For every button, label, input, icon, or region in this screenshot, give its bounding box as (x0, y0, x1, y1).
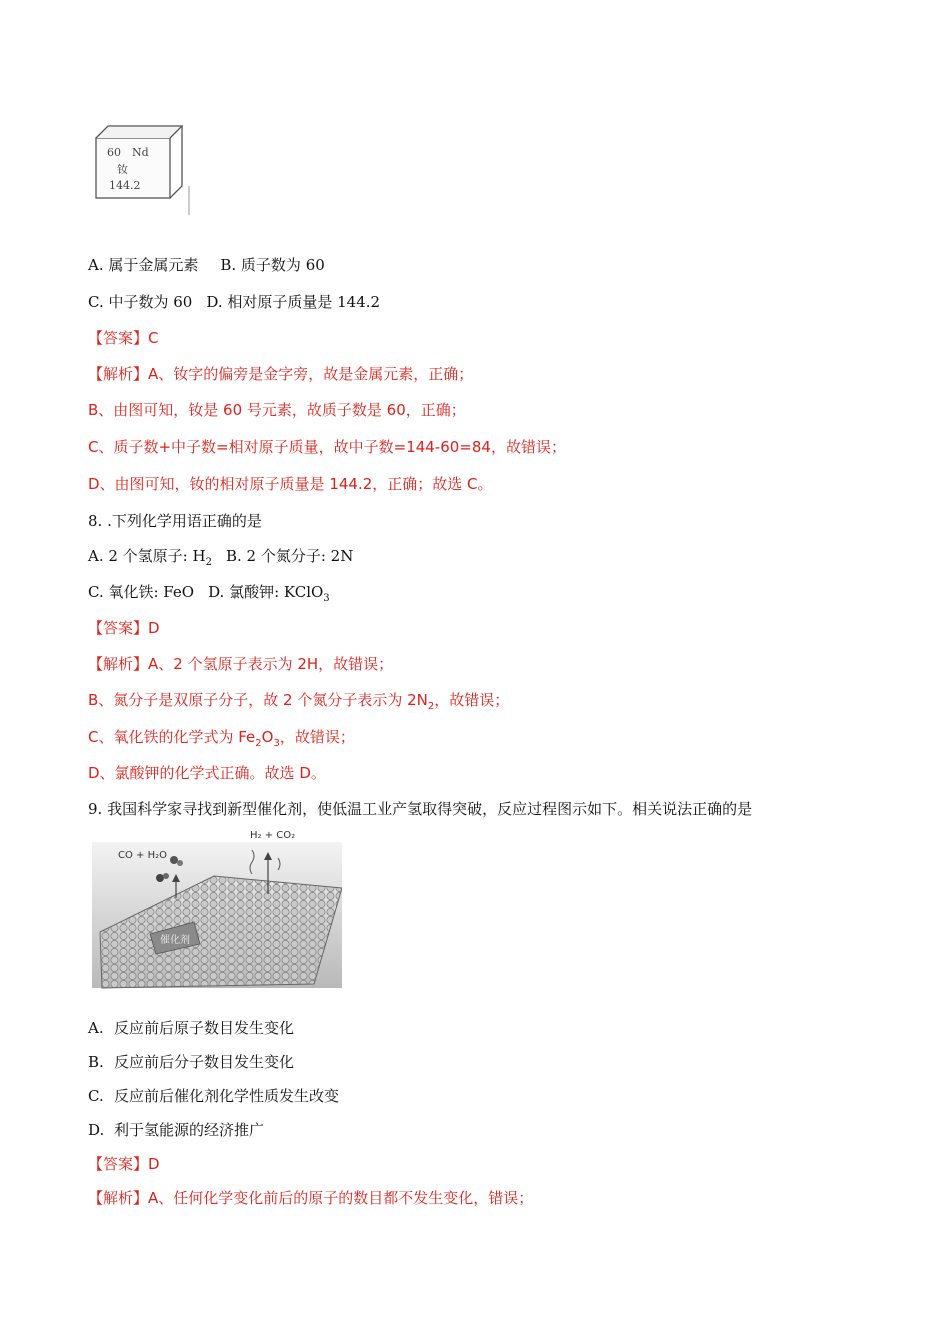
q9-analysis-a (88, 1188, 533, 1208)
q8-analysis-c-oxygen: O (261, 728, 274, 746)
q9-option-d-letter: D. (88, 1121, 105, 1139)
q8-option-d-subscript: 3 (323, 593, 330, 604)
q7-analysis-line-d: D、由图可知，钕的相对原子质量是 144.2，正确；故选 C。 (88, 475, 493, 493)
q8-analysis-c-tail: ，故错误； (279, 728, 355, 746)
catalyst-label: 催化剂 (160, 935, 190, 946)
q7-option-b: B. 质子数为 60 (220, 256, 325, 274)
q7-analysis-a (88, 364, 473, 384)
tile-symbol: Nd (132, 146, 149, 159)
q7-analysis-line-a: A、钕字的偏旁是金字旁，故是金属元素，正确； (148, 365, 474, 383)
q8-option-b: B. 2 个氮分子: 2N (225, 547, 354, 565)
q8-answer (88, 618, 160, 638)
q9-option-b-text: 反应前后分子数目发生变化 (114, 1053, 295, 1071)
q7-options-row-1 (88, 255, 325, 275)
q9-answer-tag: 【答案】 (88, 1155, 149, 1173)
q7-option-a: A. 属于金属元素 (88, 256, 199, 274)
q7-answer-tag: 【答案】 (88, 329, 149, 347)
q9-option-c (88, 1086, 339, 1106)
q8-analysis-line-a: A、2 个氢原子表示为 2H，故错误； (148, 655, 394, 673)
q9-option-d-text: 利于氢能源的经济推广 (114, 1121, 265, 1139)
q9-option-b-letter: B. (88, 1053, 104, 1071)
q7-options-row-2 (88, 292, 380, 312)
element-tile-drawing (92, 120, 192, 220)
q7-answer (88, 328, 159, 348)
catalyst-surface-drawing (92, 828, 342, 990)
q7-analysis-tag: 【解析】 (88, 365, 149, 383)
tile-element-name: 钕 (117, 163, 128, 176)
catalyst-reaction-figure (92, 828, 342, 990)
products-label: H₂ + CO₂ (250, 830, 296, 841)
q8-analysis-a (88, 654, 393, 674)
q7-option-c: C. 中子数为 60 (88, 293, 193, 311)
tile-atomic-mass: 144.2 (109, 179, 141, 192)
q8-analysis-line-b: B、氮分子是双原子分子，故 2 个氮分子表示为 2N (88, 691, 428, 709)
q9-analysis-line-a: A、任何化学变化前后的原子的数目都不发生变化，错误； (148, 1189, 534, 1207)
q8-analysis-b-subscript: 2 (427, 701, 435, 712)
element-tile-figure (92, 120, 192, 220)
q9-option-c-text: 反应前后催化剂化学性质发生改变 (114, 1087, 340, 1105)
q9-option-a (88, 1018, 294, 1038)
q8-option-c: C. 氧化铁: FeO (88, 583, 195, 601)
q8-option-a-subscript: 2 (205, 557, 212, 568)
tile-atomic-number: 60 (107, 146, 121, 159)
q8-analysis-c-subscript-2: 3 (273, 738, 280, 749)
q8-answer-value: D (148, 619, 160, 637)
q9-option-c-letter: C. (88, 1087, 104, 1105)
q8-analysis-b-tail: ，故错误； (434, 691, 510, 709)
q9-option-d (88, 1120, 264, 1140)
q9-analysis-tag: 【解析】 (88, 1189, 149, 1207)
q8-options-row-1 (88, 546, 353, 573)
q9-option-a-letter: A. (88, 1019, 104, 1037)
q8-analysis-c (88, 727, 355, 754)
q8-analysis-b (88, 690, 509, 717)
q7-option-d: D. 相对原子质量是 144.2 (206, 293, 381, 311)
q8-options-row-2 (88, 582, 330, 609)
q7-analysis-line-c: C、质子数+中子数=相对原子质量，故中子数=144-60=84，故错误； (88, 438, 566, 456)
q8-analysis-c-subscript-1: 2 (255, 738, 262, 749)
q8-analysis-line-c: C、氧化铁的化学式为 Fe (88, 728, 256, 746)
q9-answer-value: D (148, 1155, 160, 1173)
q8-answer-tag: 【答案】 (88, 619, 149, 637)
q9-option-a-text: 反应前后原子数目发生变化 (114, 1019, 295, 1037)
q8-option-d: D. 氯酸钾: KClO (208, 583, 324, 601)
q8-option-a: A. 2 个氢原子: H (88, 547, 206, 565)
reactants-label: CO + H₂O (118, 850, 167, 861)
q8-analysis-line-d: D、氯酸钾的化学式正确。故选 D。 (88, 764, 326, 782)
q9-stem: 9. 我国科学家寻找到新型催化剂，使低温工业产氢取得突破，反应过程图示如下。相关说法正确的是 (88, 800, 753, 818)
q7-answer-value: C (148, 329, 159, 347)
q9-answer (88, 1154, 160, 1174)
q8-analysis-tag: 【解析】 (88, 655, 149, 673)
q7-analysis-line-b: B、由图可知，钕是 60 号元素，故质子数是 60，正确； (88, 401, 466, 419)
q9-option-b (88, 1052, 294, 1072)
q8-stem: 8. .下列化学用语正确的是 (88, 512, 262, 530)
